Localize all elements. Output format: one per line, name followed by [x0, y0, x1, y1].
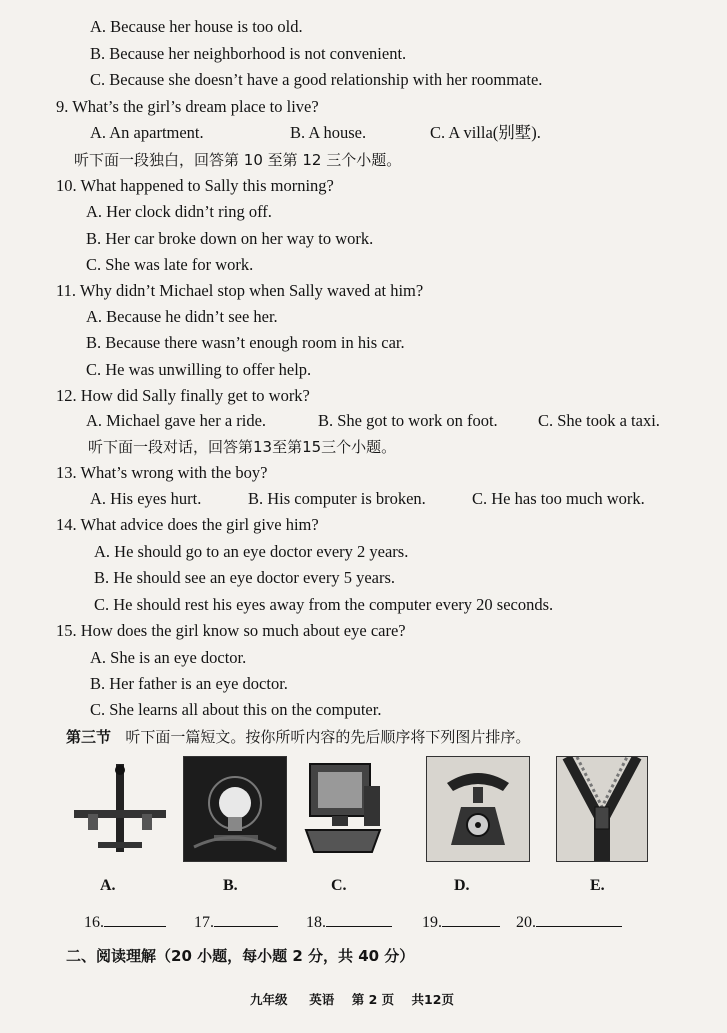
q10-stem: 10. What happened to Sally this morning? [56, 176, 334, 195]
q8-option-c: C. Because she doesn’t have a good relationship with her roommate. [90, 70, 543, 89]
footer-subject: 英语 [309, 992, 335, 1007]
q13-option-a: A. His eyes hurt. [90, 489, 202, 508]
q8-option-b: B. Because her neighborhood is not convenient. [90, 44, 407, 63]
section3-heading [66, 726, 530, 748]
q11-stem: 11. Why didn’t Michael stop when Sally waved at him? [56, 281, 424, 300]
q11-option-a: A. Because he didn’t see her. [86, 307, 278, 326]
q12-option-b: B. She got to work on foot. [318, 411, 498, 430]
blank-number: 16. [84, 914, 104, 931]
picture-c-computer [302, 756, 384, 860]
q9-option-b: B. A house. [290, 123, 367, 142]
blank-number: 18. [306, 914, 326, 931]
section3-text: 听下面一篇短文。按你所听内容的先后顺序将下列图片排序。 [125, 728, 531, 746]
q15-option-c: C. She learns all about this on the computer. [90, 700, 382, 719]
answer-blank-20[interactable] [516, 912, 622, 932]
q14-option-a: A. He should go to an eye doctor every 2 years. [94, 542, 409, 561]
telephone-icon [427, 757, 529, 861]
q15-option-b: B. Her father is an eye doctor. [90, 674, 288, 693]
footer-total: 共12页 [411, 992, 454, 1007]
q12-option-a: A. Michael gave her a ride. [86, 411, 267, 430]
q11-option-b: B. Because there wasn’t enough room in his car. [86, 333, 405, 352]
q15-stem: 15. How does the girl know so much about eye care? [56, 621, 406, 640]
picture-label-a: A. [100, 877, 116, 894]
q12-option-c: C. She took a taxi. [538, 411, 660, 430]
q15-option-a: A. She is an eye doctor. [90, 648, 247, 667]
computer-icon [302, 756, 384, 860]
picture-d-telephone [426, 756, 530, 862]
light-bulb-icon [184, 757, 286, 861]
instruction-dialogue: 听下面一段对话，回答第13至第15三个小题。 [88, 438, 397, 456]
q14-option-b: B. He should see an eye doctor every 5 years. [94, 568, 396, 587]
instruction-monologue: 听下面一段独白，回答第 10 至第 12 三个小题。 [74, 151, 402, 169]
section3-label: 第三节 [66, 728, 112, 746]
q14-stem: 14. What advice does the girl give him? [56, 515, 319, 534]
picture-label-c: C. [331, 877, 347, 894]
answer-blank-18[interactable] [306, 912, 392, 932]
q13-stem: 13. What’s wrong with the boy? [56, 463, 268, 482]
q9-option-c: C. A villa(别墅). [430, 123, 541, 142]
picture-a-airplane [68, 756, 172, 860]
q10-option-b: B. Her car broke down on her way to work. [86, 229, 374, 248]
blank-number: 17. [194, 914, 214, 931]
page-footer [250, 990, 454, 1008]
footer-grade: 九年级 [250, 992, 288, 1007]
footer-page: 第 2 页 [351, 992, 395, 1007]
q9-option-a: A. An apartment. [90, 123, 204, 142]
q14-option-c: C. He should rest his eyes away from the computer every 20 seconds. [94, 595, 554, 614]
zipper-icon [557, 757, 647, 861]
blank-number: 19. [422, 914, 442, 931]
q13-option-b: B. His computer is broken. [248, 489, 426, 508]
q10-option-c: C. She was late for work. [86, 255, 254, 274]
picture-b-light-bulb [183, 756, 287, 862]
picture-e-zipper [556, 756, 648, 862]
airplane-icon [68, 756, 172, 860]
q9-stem: 9. What’s the girl’s dream place to live? [56, 97, 319, 116]
part2-heading: 二、阅读理解（20 小题，每小题 2 分，共 40 分） [66, 947, 415, 965]
picture-label-d: D. [454, 877, 470, 894]
q11-option-c: C. He was unwilling to offer help. [86, 360, 312, 379]
q12-stem: 12. How did Sally finally get to work? [56, 386, 310, 405]
answer-blank-17[interactable] [194, 912, 278, 932]
picture-label-e: E. [590, 877, 605, 894]
picture-label-b: B. [223, 877, 238, 894]
q10-option-a: A. Her clock didn’t ring off. [86, 202, 272, 221]
answer-blank-19[interactable] [422, 912, 500, 932]
blank-number: 20. [516, 914, 536, 931]
q13-option-c: C. He has too much work. [472, 489, 645, 508]
q8-option-a: A. Because her house is too old. [90, 17, 303, 36]
answer-blank-16[interactable] [84, 912, 166, 932]
